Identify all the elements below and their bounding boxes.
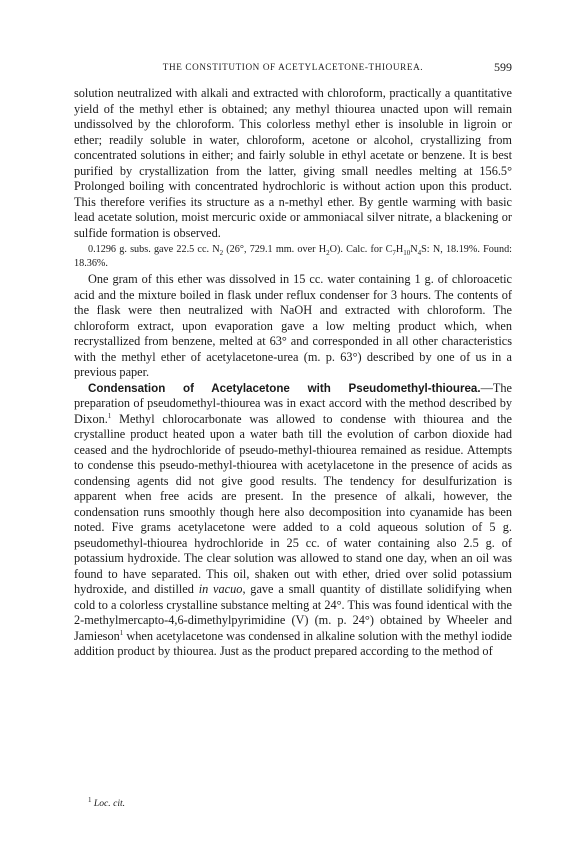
footnote-text: Loc. cit.: [93, 798, 126, 809]
elemental-analysis: [74, 243, 512, 271]
page-number: 599: [494, 60, 512, 74]
footnote: [88, 795, 126, 809]
subscript-c: 7: [392, 249, 396, 258]
analysis-part-2: (26°, 729.1 mm. over H: [223, 244, 327, 255]
subscript-h2o: 2: [326, 249, 330, 258]
subscript-n2: 2: [219, 249, 224, 258]
analysis-part-4: H: [395, 244, 404, 255]
subscript-h: 10: [403, 249, 411, 258]
page: [74, 58, 512, 660]
paragraph-2: One gram of this ether was dissolved in 15 cc. water containing 1 g. of chloroacetic acid and the mixture boiled in flask under reflux condenser for 3 hours. The contents of the flask were then neutralized with NaOH and extracted with chloroform. The chloroform extract, upon evaporation gave a low melting product which, when recrystallized from benzene, melted at 63° and corresponded in all other characteristics with the methyl ether of acetylacetone-urea (m. p. 63°) described by one of us in a previous paper.: [74, 272, 512, 379]
subscript-n: 4: [417, 249, 422, 258]
article-body: [74, 86, 512, 660]
analysis-part-3: O). Calc. for C: [329, 244, 393, 255]
running-title: THE CONSTITUTION OF ACETYLACETONE-THIOUREA.: [162, 62, 424, 72]
paragraph-3-part-1: —The preparation of pseudomethyl-thiourea was in exact accord with the method described by Dixon.: [74, 380, 512, 426]
paragraph-3: [74, 381, 512, 660]
paragraph-1: solution neutralized with alkali and extracted with chloroform, practically a quantitative yield of the methyl ether is obtained; any methyl thiourea unacted upon will remain undissolved by the chloroform. This colorless methyl ether is insoluble in ligroin or ether; readily soluble in water, chloroform, acetone or alcohol, crystallizing from concentrated solutions in either; and fairly soluble in ethyl acetate or benzene. It is best purified by crystallization from the latter, giving small needles melting at 156.5° Prolonged boiling with concentrated hydrochloric is without action upon this product. This therefore verifies its structure as a n-methyl ether. By gentle warming with basic lead acetate solution, moist mercuric oxide or ammoniacal silver nitrate, a blackening or sulfide formation is observed.: [74, 86, 512, 240]
running-header: [74, 58, 512, 76]
italic-in-vacuo: in vacuo: [198, 582, 243, 596]
analysis-part-5: N: [410, 244, 418, 255]
paragraph-3-part-2: Methyl chlorocarbonate was allowed to condense with thiourea and the crystalline product heated upon a water bath till the evolution of carbon dioxide had ceased and the hydrochloride of pseudo-methyl-thiourea remained as residue. Attempts to condense this pseudo-methyl-thiourea with acetylacetone in the presence of acids as condensing agents did not give good results. The tendency for desulfurization is apparent when free acids are present. In the presence of alkali, however, the condensation runs smoothly though here also decomposition into cyanamide has been noted. Five grams acetylacetone were added to a cold aqueous solution of 5 g. pseudomethyl-thiourea hydrochloride in 25 cc. of water containing also 2.5 g. of potassium hydroxide. The clear solution was allowed to stand one day, when an oil was found to have separated. This oil, shaken out with ether, dried over solid potassium hydroxide, and distilled: [74, 411, 512, 596]
footnote-number: 1: [88, 795, 92, 804]
footnote-mark-dixon: 1: [107, 411, 112, 420]
footnote-mark-wheeler: 1: [119, 628, 124, 637]
paragraph-3-part-4: when acetylacetone was condensed in alkaline solution with the methyl iodide addition product by thiourea. Just as the product prepared according to the method of: [74, 628, 512, 658]
analysis-part-6: S: N, 18.19%. Found: 18.36%.: [74, 244, 512, 269]
section-heading: Condensation of Acetylacetone with Pseudomethyl-thiourea.: [88, 381, 481, 395]
paragraph-3-part-3: , gave a small quantity of distillate solidifying when cold to a colorless crystalline substance melting at 24°. This was found identical with the 2-methylmercapto-4,6-dimethylpyrimidine (V) (m. p. 24°) obtained by Wheeler and Jamieson: [74, 582, 512, 643]
analysis-part-1: 0.1296 g. subs. gave 22.5 cc. N: [88, 244, 220, 255]
